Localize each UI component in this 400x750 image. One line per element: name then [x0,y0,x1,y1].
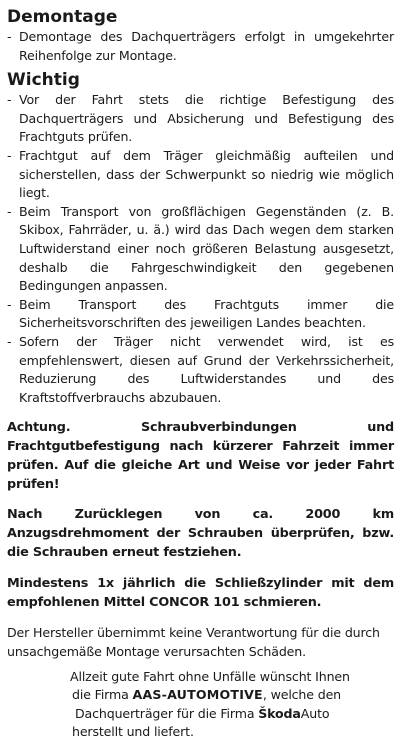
closing-line-4: herstellt und liefert. [72,724,194,740]
closing-greeting [70,668,394,742]
wichtig-list [7,91,394,407]
list-item: - Vor der Fahrt stets die richtige Befestigung des Dachquerträgers und Absicherung und Befestigung des Frachtguts prüfen. [7,92,394,145]
lubrication-note: Mindestens 1x jährlich die Schließzylinder mit dem empfohlenen Mittel CONCOR 101 schmieren. [7,575,394,610]
torque-check-note: Nach Zurücklegen von ca. 2000 km Anzugsdrehmoment der Schrauben überprüfen, bzw. die Schrauben erneut festziehen. [7,507,394,561]
closing-line-3: Dachquerträger für die Firma ŠkodaAuto [75,705,330,721]
demontage-heading: Demontage [7,7,118,27]
company-name: AAS-AUTOMOTIVE [132,687,263,703]
list-item: - Frachtgut auf dem Träger gleichmäßig aufteilen und sicherstellen, dass der Schwerpunkt so niedrig wie möglich liegt. [7,147,394,201]
achtung-note: Achtung. Schraubverbindungen und Frachtgutbefestigung nach kürzerer Fahrzeit immer prüfen. Auf die gleiche Art und Weise vor jeder Fahrt prüfen! [7,420,394,492]
list-item: - Beim Transport von großflächigen Gegenständen (z. B. Skibox, Fahrräder, u. ä.) wird das Dach wegen dem starken Luftwiderstand einer noch größeren Belastung ausgesetzt, deshalb die Fahrgeschwindigkeit den gegebenen Bedingungen anpassen. [7,203,394,294]
wichtig-section [7,69,394,407]
closing-line-1: Allzeit gute Fahrt ohne Unfälle wünscht Ihnen [70,668,350,684]
list-item: - Beim Transport des Frachtguts immer die Sicherheitsvorschriften des jeweiligen Landes beachten. [7,296,394,331]
car-brand-name: Škoda [258,705,301,721]
liability-disclaimer: Der Hersteller übernimmt keine Verantwortung für die durch unsachgemäße Montage verursachten Schäden. [7,625,380,660]
list-item: - Sofern der Träger nicht verwendet wird, ist es empfehlenswert, diesen auf Grund der Verkehrssicherheit, Reduzierung des Luftwiderstandes und des Kraftstoffverbrauchs abzubauen. [7,333,394,405]
demontage-list [7,28,394,65]
list-item: - Demontage des Dachquerträgers erfolgt in umgekehrter Reihenfolge zur Montage. [7,29,394,63]
demontage-section [7,6,394,65]
closing-line-2: die Firma AAS-AUTOMOTIVE, welche den [72,687,341,703]
wichtig-heading: Wichtig [7,70,80,91]
